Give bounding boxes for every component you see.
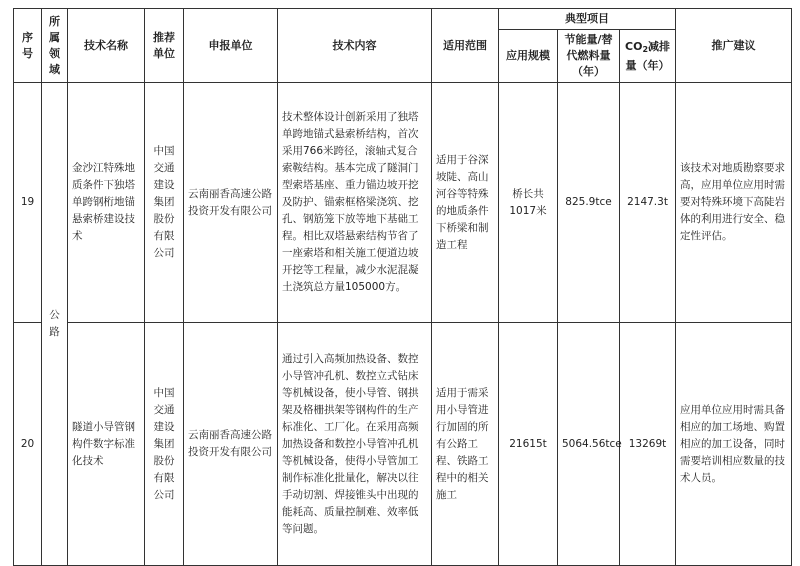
co2-prefix: CO <box>625 39 643 53</box>
row-scope: 适用于谷深坡陡、高山河谷等特殊的地质条件下桥梁和制造工程 <box>432 83 499 323</box>
header-applicant: 申报单位 <box>184 9 278 83</box>
header-co2-reduction <box>620 30 676 83</box>
row-energy-saving: 825.9tce <box>558 83 620 323</box>
row-app-scale: 桥长共1017米 <box>499 83 558 323</box>
header-typical-project: 典型项目 <box>499 9 676 30</box>
co2-subscript: 2 <box>642 44 649 54</box>
row-app-scale: 21615t <box>499 323 558 566</box>
header-row-1 <box>14 9 792 30</box>
row-energy-saving: 5064.56tce <box>558 323 620 566</box>
row-field: 公路 <box>42 83 68 566</box>
row-scope: 适用于需采用小导管进行加固的所有公路工程、铁路工程中的相关施工 <box>432 323 499 566</box>
row-tech-name: 金沙江特殊地质条件下独塔单跨钢桁地锚悬索桥建设技术 <box>68 83 145 323</box>
header-scope: 适用范围 <box>432 9 499 83</box>
row-seq: 20 <box>14 323 42 566</box>
header-tech-content: 技术内容 <box>278 9 432 83</box>
row-recommender: 中国交通建设集团股份有限公司 <box>145 323 184 566</box>
header-app-scale: 应用规模 <box>499 30 558 83</box>
header-energy-saving: 节能量/替代燃料量（年） <box>558 30 620 83</box>
co2-suffix: 减排量（年） <box>625 39 671 72</box>
row-co2-reduction: 13269t <box>620 323 676 566</box>
row-tech-name: 隧道小导管钢构件数字标准化技术 <box>68 323 145 566</box>
technology-table <box>13 8 792 566</box>
row-promotion: 应用单位应用时需具备相应的加工场地、购置相应的加工设备，同时需要培训相应数量的技术人员。 <box>676 323 792 566</box>
table-row <box>14 323 792 566</box>
row-applicant: 云南丽香高速公路投资开发有限公司 <box>184 83 278 323</box>
header-recommender: 推荐单位 <box>145 9 184 83</box>
header-promotion: 推广建议 <box>676 9 792 83</box>
row-seq: 19 <box>14 83 42 323</box>
row-promotion: 该技术对地质勘察要求高，应用单位应用时需要对特殊环境下高陡岩体的利用进行安全、稳定性评估。 <box>676 83 792 323</box>
row-co2-reduction: 2147.3t <box>620 83 676 323</box>
table-row <box>14 83 792 323</box>
row-applicant: 云南丽香高速公路投资开发有限公司 <box>184 323 278 566</box>
row-recommender: 中国交通建设集团股份有限公司 <box>145 83 184 323</box>
row-tech-content: 技术整体设计创新采用了独塔单跨地锚式悬索桥结构，首次采用766米跨径，滚轴式复合索鞍结构。基本完成了隧洞门型索塔基座、重力锚边坡开挖及防护、锚索框格梁浇筑、挖孔、钢筋笼下放等地下基础工程。相比双塔悬索结构节省了一座索塔和相关施工便道边坡开挖等工程量，减少水泥混凝土浇筑总方量105000方。 <box>278 83 432 323</box>
header-seq: 序号 <box>14 9 42 83</box>
row-tech-content: 通过引入高频加热设备、数控小导管冲孔机、数控立式钻床等机械设备，使小导管、钢拱架及格栅拱架等钢构件的生产标准化、工厂化。在采用高频加热设备和数控小导管冲孔机等机械设备，使得小导管加工制作标准化批量化，解决以往手动切割、焊接锥头中出现的能耗高、质量控制难、效率低等问题。 <box>278 323 432 566</box>
header-tech-name: 技术名称 <box>68 9 145 83</box>
header-field: 所属领域 <box>42 9 68 83</box>
